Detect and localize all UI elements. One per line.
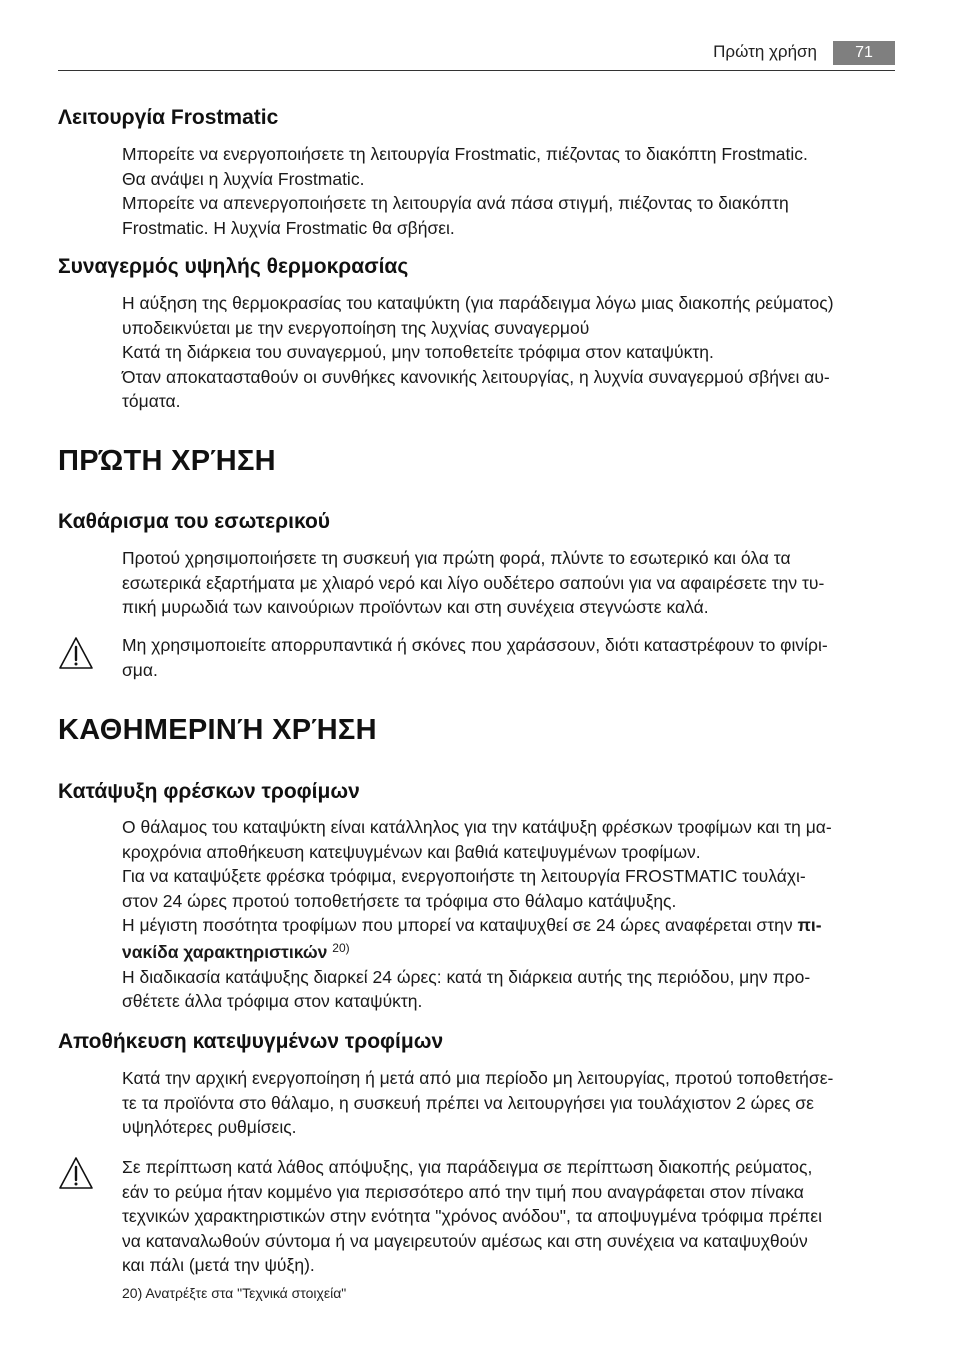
text-line: Η αύξηση της θερμοκρασίας του καταψύκτη (για παράδειγμα λόγω μιας διακοπής ρεύματος)	[122, 293, 834, 313]
rating-plate-ref-part2: νακίδα χαρακτηριστικών	[122, 941, 328, 962]
max-quantity-text: Η μέγιστη ποσότητα τροφίμων που μπορεί να καταψυχθεί σε 24 ώρες αναφέρεται στην	[122, 915, 798, 936]
text-line: στον 24 ώρες προτού τοποθετήσετε τα τρόφιμα στο θάλαμο κατάψυξης.	[122, 890, 677, 911]
text-line: εάν το ρεύμα ήταν κομμένο για περισσότερο από την τιμή που αναγράφεται στον πίνακα	[122, 1181, 804, 1202]
heading-daily-use: ΚΑΘΗΜΕΡΙΝΉ ΧΡΉΣΗ	[58, 714, 377, 746]
rating-plate-ref-part1: πι-	[797, 915, 822, 936]
text-line: υψηλότερες ρυθμίσεις.	[122, 1117, 297, 1138]
text-line: Κατά τη διάρκεια του συναγερμού, μην τοποθετείτε τρόφιμα στον καταψύκτη.	[122, 342, 714, 363]
high-temp-alarm-text	[122, 291, 898, 414]
text-line: Προτού χρησιμοποιήσετε τη συσκευή για πρώτη φορά, πλύντε το εσωτερικό και όλα τα	[122, 548, 791, 568]
text-line: Θα ανάψει η λυχνία Frostmatic.	[122, 168, 365, 189]
text-line: Όταν αποκατασταθούν οι συνθήκες κανονικής λειτουργίας, η λυχνία συναγερμού σβήνει αυ-	[122, 366, 830, 387]
heading-storage: Αποθήκευση κατεψυγμένων τροφίμων	[58, 1030, 444, 1053]
text-line: σθέτετε άλλα τρόφιμα στον καταψύκτη.	[122, 991, 423, 1012]
text-line	[122, 940, 898, 965]
text-line: Για να καταψύξετε φρέσκα τρόφιμα, ενεργοποιήστε τη λειτουργία FROSTMATIC τουλάχι-	[122, 866, 806, 887]
text-line: Ο θάλαμος του καταψύκτη είναι κατάλληλος για την κατάψυξη φρέσκων τροφίμων και τη μα-	[122, 817, 832, 837]
frostmatic-text	[122, 142, 898, 240]
text-line: τε τα προϊόντα στο θάλαμο, η συσκευή πρέπει να λειτουργήσει για τουλάχιστον 2 ώρες σε	[122, 1092, 814, 1113]
text-line: Σε περίπτωση κατά λάθος απόψυξης, για παράδειγμα σε περίπτωση διακοπής ρεύματος,	[122, 1157, 813, 1177]
heading-frostmatic: Λειτουργία Frostmatic	[58, 106, 279, 129]
heading-freezing: Κατάψυξη φρέσκων τροφίμων	[58, 780, 360, 803]
footnote-ref: 20)	[332, 940, 350, 955]
storage-warning-text	[122, 1155, 898, 1278]
storage-text	[122, 1066, 898, 1140]
text-line: σμα.	[122, 659, 158, 680]
text-line: πική μυρωδιά των καινούριων προϊόντων και στη συνέχεια στεγνώστε καλά.	[122, 597, 709, 618]
page-number: 71	[833, 41, 895, 65]
text-line: υποδεικνύεται με την ενεργοποίηση της λυχνίας συναγερμού	[122, 317, 590, 338]
text-line: εσωτερικά εξαρτήματα με χλιαρό νερό και λίγο ουδέτερο σαπούνι για να αφαιρέσετε την τυ-	[122, 572, 825, 593]
cleaning-text	[122, 546, 898, 620]
heading-high-temp-alarm: Συναγερμός υψηλής θερμοκρασίας	[58, 255, 409, 278]
text-line: και πάλι (μετά την ψύξη).	[122, 1255, 315, 1276]
text-line: Μπορείτε να απενεργοποιήσετε τη λειτουργία ανά πάσα στιγμή, πιέζοντας το διακόπτη	[122, 193, 789, 214]
cleaning-warning-text	[122, 633, 898, 682]
page-header	[58, 38, 895, 71]
text-line: Μη χρησιμοποιείτε απορρυπαντικά ή σκόνες που χαράσσουν, διότι καταστρέφουν το φινίρι-	[122, 635, 828, 655]
freezing-text	[122, 815, 898, 1014]
heading-first-use: ΠΡΏΤΗ ΧΡΉΣΗ	[58, 445, 276, 477]
text-line: Frostmatic. Η λυχνία Frostmatic θα σβήσει.	[122, 217, 455, 238]
warning-icon	[58, 636, 94, 670]
text-line: να καταναλωθούν σύντομα ή να μαγειρευτούν αμέσως και στη συνέχεια να καταψυχθούν	[122, 1230, 808, 1251]
text-line: Κατά την αρχική ενεργοποίηση ή μετά από μια περίοδο μη λειτουργίας, προτού τοποθετήσε-	[122, 1068, 834, 1088]
text-line: Μπορείτε να ενεργοποιήσετε τη λειτουργία Frostmatic, πιέζοντας το διακόπτη Frostmatic.	[122, 144, 808, 164]
header-section-title: Πρώτη χρήση	[713, 42, 817, 61]
heading-cleaning: Καθάρισμα του εσωτερικού	[58, 510, 331, 533]
text-line: τόματα.	[122, 391, 181, 412]
text-line: Η διαδικασία κατάψυξης διαρκεί 24 ώρες: κατά τη διάρκεια αυτής της περιόδου, μην προ-	[122, 966, 811, 987]
text-line: τεχνικών χαρακτηριστικών στην ενότητα "χρόνος ανόδου", τα αποψυγμένα τρόφιμα πρέπει	[122, 1206, 822, 1227]
warning-icon	[58, 1156, 94, 1190]
text-line	[122, 913, 898, 938]
footnote: 20) Ανατρέξτε στα "Τεχνικά στοιχεία"	[122, 1285, 347, 1301]
text-line: κροχρόνια αποθήκευση κατεψυγμένων και βαθιά κατεψυγμένων τροφίμων.	[122, 841, 701, 862]
